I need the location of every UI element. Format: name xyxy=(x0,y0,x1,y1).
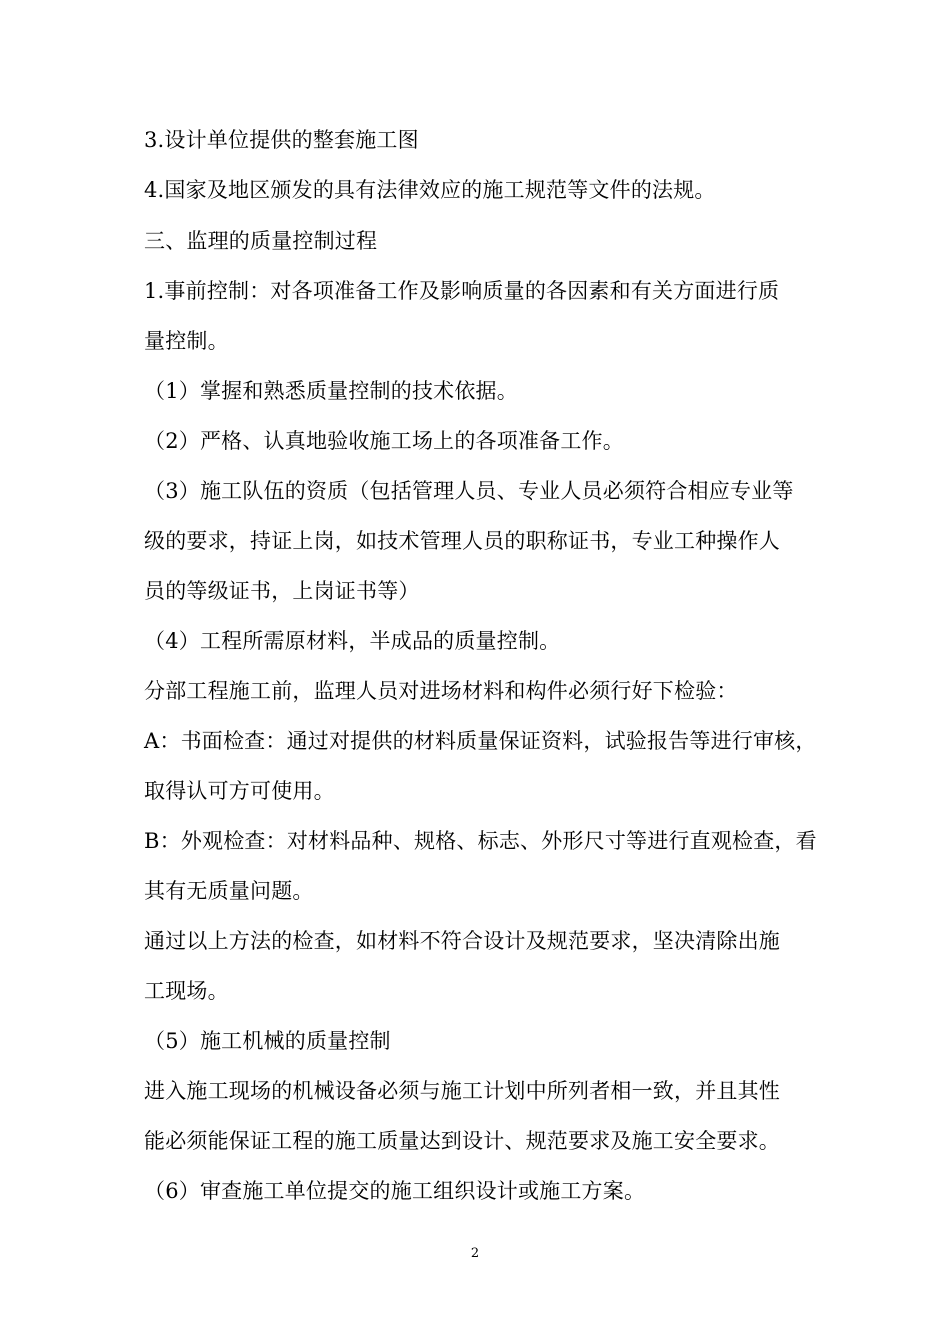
text-line: 取得认可方可使用。 xyxy=(144,779,335,803)
text-line: 4.国家及地区颁发的具有法律效应的施工规范等文件的法规。 xyxy=(144,178,716,202)
list-item: （6）审查施工单位提交的施工组织设计或施工方案。 xyxy=(144,1179,646,1203)
text-line: 通过以上方法的检查，如材料不符合设计及规范要求，坚决清除出施 xyxy=(144,929,780,953)
text-line: A：书面检查：通过对提供的材料质量保证资料，试验报告等进行审核， xyxy=(144,729,817,753)
text-line: 能必须能保证工程的施工质量达到设计、规范要求及施工安全要求。 xyxy=(144,1129,780,1153)
text-line: 其有无质量问题。 xyxy=(144,879,314,903)
text-line: 级的要求，持证上岗，如技术管理人员的职称证书，专业工种操作人 xyxy=(144,529,780,553)
page-number: 2 xyxy=(470,1246,480,1261)
list-item: （3）施工队伍的资质（包括管理人员、专业人员必须符合相应专业等 xyxy=(144,479,794,503)
list-item: （2）严格、认真地验收施工场上的各项准备工作。 xyxy=(144,429,624,453)
text-line: 分部工程施工前，监理人员对进场材料和构件必须行好下检验： xyxy=(144,679,738,703)
text-line: 工现场。 xyxy=(144,979,229,1003)
section-heading: 三、监理的质量控制过程 xyxy=(144,229,378,253)
list-item: （5）施工机械的质量控制 xyxy=(144,1029,391,1053)
text-line: B：外观检查：对材料品种、规格、标志、外形尺寸等进行直观检查，看 xyxy=(144,829,817,853)
text-line: 员的等级证书，上岗证书等） xyxy=(144,579,420,603)
list-item: （1）掌握和熟悉质量控制的技术依据。 xyxy=(144,379,518,403)
list-item: （4）工程所需原材料，半成品的质量控制。 xyxy=(144,629,561,653)
text-line: 进入施工现场的机械设备必须与施工计划中所列者相一致，并且其性 xyxy=(144,1079,780,1103)
text-line: 3.设计单位提供的整套施工图 xyxy=(144,128,419,152)
text-line: 量控制。 xyxy=(144,329,229,353)
text-line: 1.事前控制：对各项准备工作及影响质量的各因素和有关方面进行质 xyxy=(144,279,780,303)
